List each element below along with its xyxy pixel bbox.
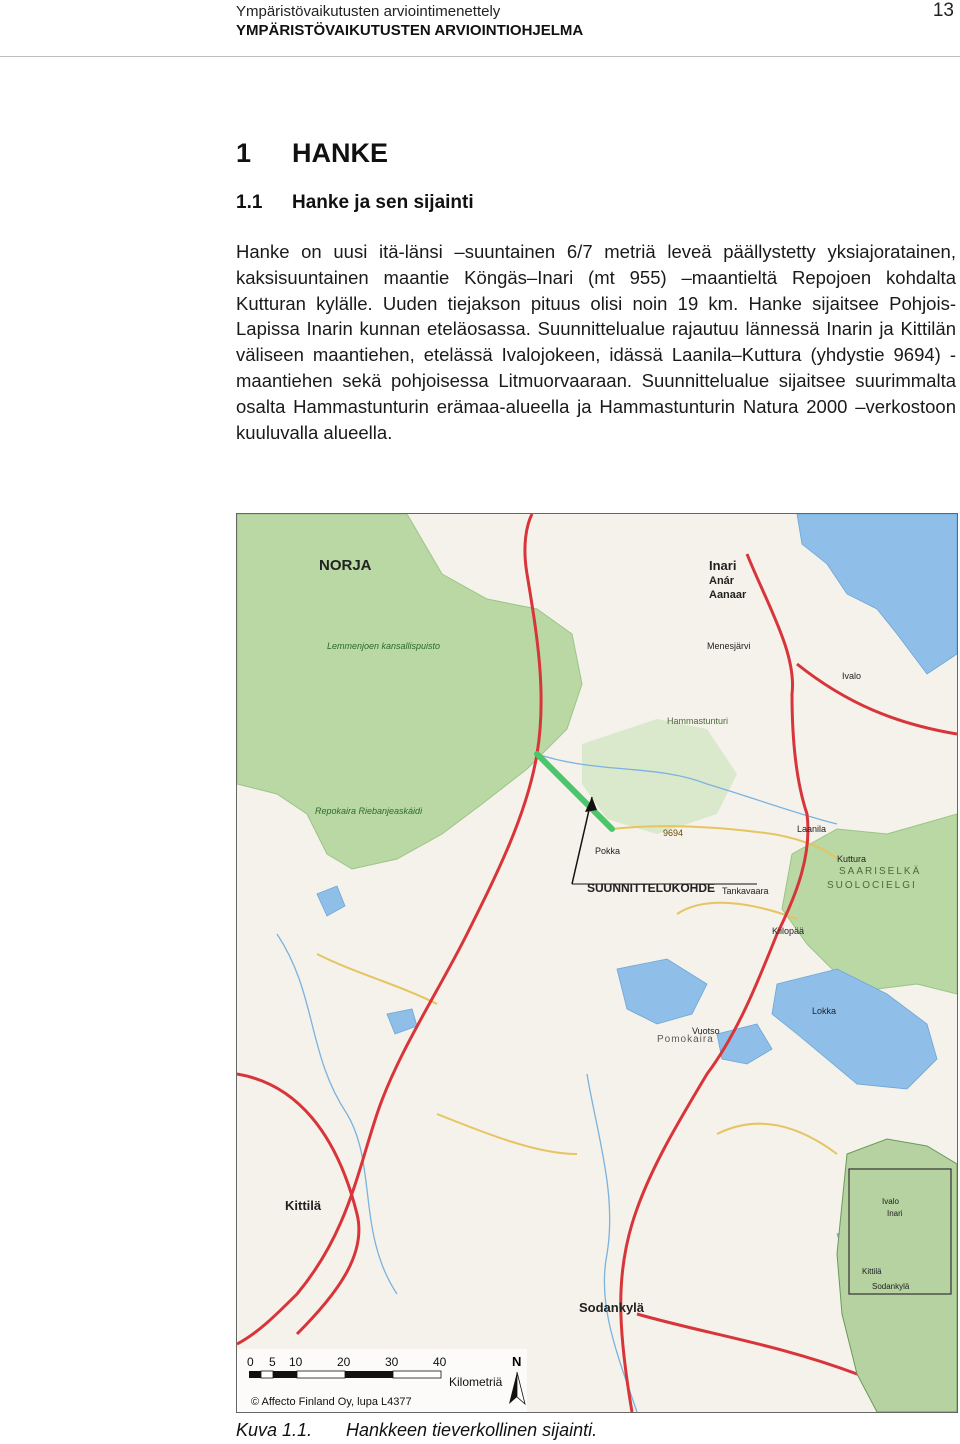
- section-heading: [236, 138, 388, 169]
- label-pomokaira: Pomokaira: [657, 1034, 714, 1045]
- label-kiilopaa: Kiilopää: [772, 926, 805, 936]
- label-inari-sami2: Aanaar: [709, 589, 747, 601]
- scale-tick-2: 10: [289, 1355, 303, 1369]
- label-kuttura: Kuttura: [837, 854, 867, 864]
- label-vuotso: Vuotso: [692, 1026, 720, 1036]
- subsection-title: Hanke ja sen sijainti: [292, 192, 474, 213]
- label-pokka: Pokka: [595, 846, 621, 856]
- scale-bar: [237, 1349, 527, 1412]
- label-road-number: 9694: [663, 828, 684, 838]
- scale-tick-0: 0: [247, 1355, 254, 1369]
- page-number: 13: [932, 0, 954, 21]
- label-lokka: Lokka: [812, 1006, 837, 1016]
- label-inari-sami1: Anár: [709, 575, 735, 587]
- caption-number: Kuva 1.1.: [236, 1420, 313, 1440]
- label-lemmenjoki: Lemmenjoen kansallispuisto: [327, 641, 441, 651]
- body-paragraph: Hanke on uusi itä-länsi –suuntainen 6/7 metriä leveä päällystetty yksiajoratainen, kaksisuuntainen maantie Köngäs–Inari (mt 955) –maantieltä Repojoen kohdalta Kutturan kylälle. Uuden tiejakson pituus olisi noin 19 km. Hanke sijaitsee Pohjois-Lapissa Inarin kunnan eteläosassa. Suunnittelualue rajautuu lännessä Inarin ja Kittilän väliseen maantiehen, etelässä Ivalojokeen, idässä Laanila–Kuttura (yhdystie 9694) -maantiehen sekä pohjoisessa Litmuorvaaraan. Suunnittelualue sijaitsee suurimmalta osalta Hammastunturin erämaa-alueella ja Hammastunturin Natura 2000 –verkostoon kuuluvalla alueella.: [236, 241, 956, 443]
- running-header: [236, 2, 956, 40]
- label-repokaira: Repokaira Riebanjeaskáidi: [315, 806, 423, 816]
- scale-tick-3: 20: [337, 1355, 351, 1369]
- caption-text: Hankkeen tieverkollinen sijainti.: [346, 1420, 598, 1440]
- figure-caption: [236, 1420, 597, 1441]
- location-map: [236, 513, 958, 1413]
- section-number: 1: [236, 138, 252, 168]
- north-label: N: [512, 1354, 522, 1369]
- label-saariselka: SAARISELKÄ: [839, 866, 922, 877]
- inset-label-ivalo: Ivalo: [882, 1197, 899, 1206]
- label-ivalo: Ivalo: [842, 671, 862, 681]
- scale-unit: Kilometriä: [449, 1375, 503, 1389]
- label-suolocielgi: SUOLOCIELGI: [827, 880, 917, 891]
- inset-label-sodankyla: Sodankylä: [872, 1282, 910, 1291]
- label-tankavaara: Tankavaara: [722, 886, 769, 896]
- label-hammastunturi: Hammastunturi: [667, 716, 729, 726]
- inset-label-kittila: Kittilä: [862, 1267, 882, 1276]
- label-sodankyla: Sodankylä: [579, 1300, 645, 1315]
- section-title: HANKE: [292, 138, 389, 168]
- scale-segments: [249, 1371, 441, 1378]
- header-title: Ympäristövaikutusten arviointimenettely: [236, 3, 501, 20]
- label-kittila: Kittilä: [285, 1198, 322, 1213]
- header-divider: [0, 56, 960, 57]
- label-laanila: Laanila: [797, 824, 827, 834]
- scale-tick-5: 40: [433, 1355, 447, 1369]
- scale-tick-4: 30: [385, 1355, 399, 1369]
- subsection-heading: [236, 192, 474, 214]
- subsection-number: 1.1: [236, 192, 263, 213]
- label-country: NORJA: [319, 557, 372, 574]
- map-copyright: © Affecto Finland Oy, lupa L4377: [251, 1396, 412, 1408]
- label-inari: Inari: [709, 558, 737, 573]
- label-planning-area: SUUNNITTELUKOHDE: [587, 881, 715, 895]
- label-menesjarvi: Menesjärvi: [707, 641, 751, 651]
- inset-label-inari: Inari: [887, 1209, 903, 1218]
- header-subtitle: YMPÄRISTÖVAIKUTUSTEN ARVIOINTIOHJELMA: [236, 22, 584, 39]
- scale-tick-1: 5: [269, 1355, 276, 1369]
